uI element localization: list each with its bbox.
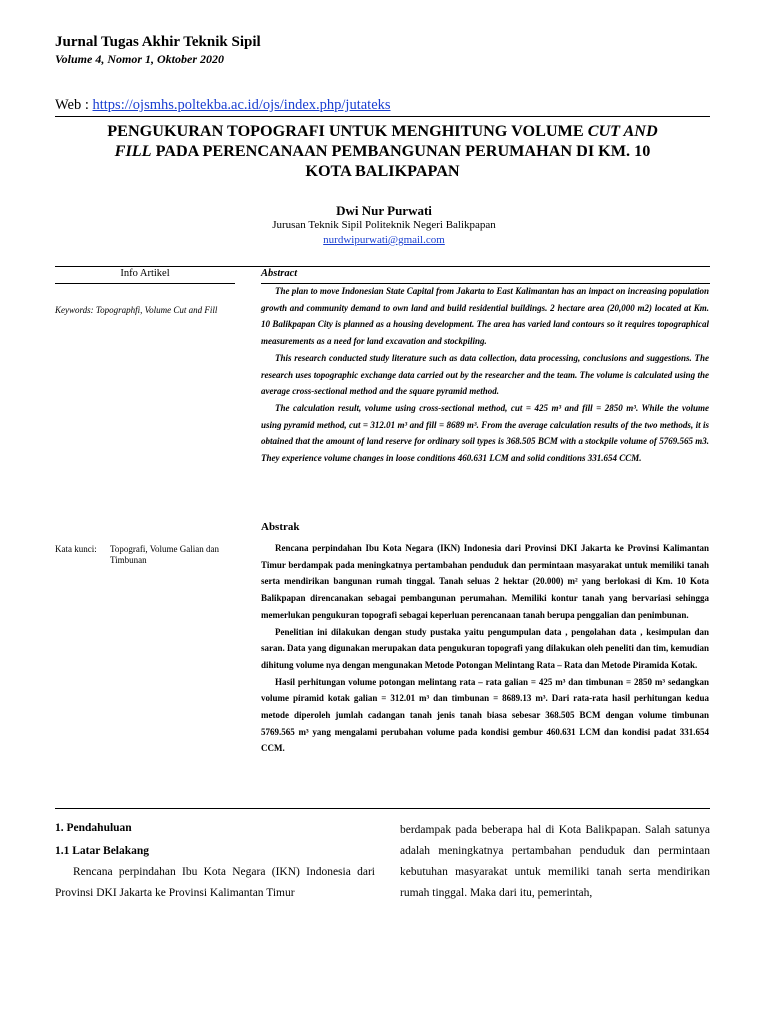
abstract-en-paragraph: The calculation result, volume using cross-sectional method, cut = 425 m³ and fill = 2850 m³. While the volume using pyramid method, cut = 312.01 m³ and fill = 8689 m³. From the average calculation results of the two methods, it is obtained that the amount of land reserve for ordinary soil types is 368.505 BCM with a stockpile volume of 5769.565 m3. They experience volume changes in loose conditions 460.631 LCM and solid conditions 331.654 CCM.: [261, 402, 709, 464]
abstrak-id-paragraph: Rencana perpindahan Ibu Kota Negara (IKN) Indonesia dari Provinsi DKI Jakarta ke Provinsi Kalimantan Timur berdampak pada meningkatnya pertambahan penduduk dan permintaan masyarakat untuk memiliki tanah serta mendirikan bangunan rumah tinggal. Tanah seluas 2 hektar (20.000) m² yang berlokasi di Km. 10 Kota Balikpapan direncanakan sebagai pembangunan perumahan. Memiliki kontur tanah yang bervariasi sehingga memerlukan pengukuran topografi sebagai keperluan perencanaan tanah berupa penggalian dan penimbunan.: [261, 543, 709, 620]
abstrak-heading: Abstrak: [261, 521, 300, 533]
body-divider: [55, 808, 710, 809]
info-divider-left: [55, 283, 235, 284]
abstract-en-paragraph: The plan to move Indonesian State Capital from Jakarta to East Kalimantan has an impact on increasing population growth and community demand to own land and build residential buildings. 2 hectare area (20,000 m2) located at Km. 10 Balikpapan City is planned as a housing development. The area has varied land contours so it requires topographical measurements as a need for land excavation and stockpiling.: [261, 286, 709, 347]
title-line-2: FILL PADA PERENCANAAN PEMBANGUNAN PERUMAHAN DI KM. 10: [114, 142, 651, 160]
title-line-1: PENGUKURAN TOPOGRAFI UNTUK MENGHITUNG VOLUME CUT AND: [107, 122, 658, 140]
abstract-en-text: [261, 283, 709, 467]
web-label: Web :: [55, 97, 93, 113]
abstrak-id-paragraph: Hasil perhitungan volume potongan melintang rata – rata galian = 425 m³ dan timbunan = 2850 m³ sedangkan volume piramid kotak galian = 312.01 m³ dan timbunan = 8689.13 m³. Dari rata-rata hasil perhitungan kedua metode diperoleh jumlah cadangan tanah jenis tanah biasa sebesar 368.505 BCM dengan volume timbunan 5769.565 m³ yang mengalami perubahan volume pada kondisi gembur 460.631 LCM dan kondisi padat 331.654 CCM.: [261, 676, 709, 754]
info-artikel-heading: Info Artikel: [120, 268, 170, 279]
info-divider-top: [55, 266, 710, 267]
paper-title: [55, 121, 710, 181]
subsection-title: 1.1 Latar Belakang: [55, 845, 150, 857]
journal-volume: Volume 4, Nomor 1, Oktober 2020: [55, 52, 225, 66]
body-paragraph: Rencana perpindahan Ibu Kota Negara (IKN) Indonesia dari Provinsi DKI Jakarta ke Provinsi Kalimantan Timur: [55, 866, 375, 899]
keywords-en: Keywords: Topographfi, Volume Cut and Fill: [55, 305, 218, 315]
header-divider: [55, 116, 710, 117]
author-email-link[interactable]: nurdwipurwati@gmail.com: [323, 234, 445, 246]
author-email: [0, 234, 768, 246]
body-paragraph: berdampak pada beberapa hal di Kota Balikpapan. Salah satunya adalah meningkatnya pertambahan penduduk dan permintaan kebutuhan masyarakat untuk memiliki tanah serta mendirikan rumah tinggal. Maka dari itu, pemerintah,: [400, 824, 710, 899]
abstrak-id-paragraph: Penelitian ini dilakukan dengan study pustaka yaitu pengumpulan data , pengolahan data , kesimpulan dan saran. Data yang digunakan merupakan data pengukuran topografi yang dilakukan oleh peneliti dan tim, kemudian dihitung volume nya dengan mengunakan Metode Potongan Melintang Rata – Rata dan Metode Piramida Kotak.: [261, 626, 709, 670]
journal-web-line: [55, 97, 391, 114]
abstract-en-paragraph: This research conducted study literature such as data collection, data processing, conclusions and suggestions. The research uses topographic exchange data carried out by the researcher and the team. The volume is calculated using the average cross-sectional method and the square pyramid method.: [261, 352, 709, 397]
journal-url-link[interactable]: https://ojsmhs.poltekba.ac.id/ojs/index.php/jutateks: [92, 97, 391, 113]
body-left-column: [55, 862, 375, 904]
kata-kunci-label: Kata kunci:: [55, 544, 97, 554]
title-line-3: KOTA BALIKPAPAN: [305, 162, 460, 180]
body-right-column: [400, 820, 710, 904]
author-affiliation: Jurusan Teknik Sipil Politeknik Negeri Balikpapan: [272, 219, 496, 231]
kata-kunci-value: Topografi, Volume Galian dan Timbunan: [110, 544, 220, 565]
abstract-heading: Abstract: [261, 268, 298, 279]
journal-name: Jurnal Tugas Akhir Teknik Sipil: [55, 34, 261, 50]
abstrak-id-text: [261, 540, 709, 757]
author-name: Dwi Nur Purwati: [336, 203, 432, 218]
section-title: 1. Pendahuluan: [55, 822, 132, 834]
